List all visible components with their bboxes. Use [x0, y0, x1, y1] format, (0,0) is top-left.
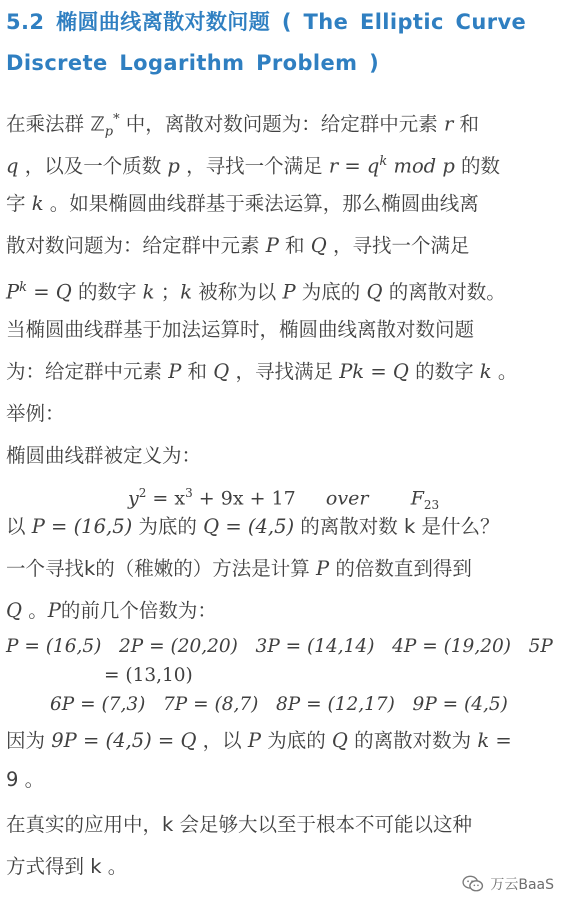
- watermark: [462, 874, 554, 894]
- paragraph-line-16: 9 。: [6, 768, 45, 791]
- paragraph-line-6: 当椭圆曲线群基于加法运算时，椭圆曲线离散对数问题: [6, 318, 475, 341]
- paragraph-line-1: 在乘法群 ℤ$_p$* 中，离散对数问题为：给定群中元素 r 和: [6, 112, 480, 140]
- paragraph-line-4: 散对数问题为：给定群中元素 P 和 Q ，寻找一个满足: [6, 234, 470, 257]
- curve-equation: $y^2 = x^3 + 9x + 17$ over $F_{23}$: [128, 486, 440, 513]
- paragraph-line-17: 在真实的应用中，k 会足够大以至于根本不可能以这种: [6, 813, 472, 836]
- paragraph-line-12: Q 。P的前几个倍数为：: [6, 599, 217, 622]
- section-heading: [6, 2, 562, 84]
- paragraph-line-5: $P^k = Q$ 的数字 k ；k 被称为以 P 为底的 Q 的离散对数。: [6, 280, 506, 304]
- multiples-row-1-wrap: = (13,10): [104, 665, 193, 686]
- paragraph-line-8: 举例：: [6, 402, 65, 425]
- watermark-label: 万云BaaS: [490, 877, 554, 893]
- heading-line-1: 5.2 椭圆曲线离散对数问题 ( The Elliptic Curve: [6, 10, 527, 34]
- multiples-row-1: P = (16,5) 2P = (20,20) 3P = (14,14) 4P = (19,20) 5P: [6, 636, 553, 657]
- paragraph-line-18: 方式得到 k 。: [6, 855, 128, 878]
- paragraph-line-3: 字 k 。如果椭圆曲线群基于乘法运算，那么椭圆曲线离: [6, 192, 479, 215]
- paragraph-line-10: 以 P = (16,5) 为底的 Q = (4,5) 的离散对数 k 是什么？: [6, 515, 500, 538]
- paragraph-line-15: 因为 9P = (4,5) = Q ，以 P 为底的 Q 的离散对数为 k =: [6, 729, 512, 752]
- paragraph-line-9: 椭圆曲线群被定义为：: [6, 444, 202, 467]
- heading-line-2: Discrete Logarithm Problem ): [6, 51, 380, 75]
- paragraph-line-11: 一个寻找k的（稚嫩的）方法是计算 P 的倍数直到得到: [6, 557, 472, 580]
- wechat-icon: [462, 875, 484, 893]
- paragraph-line-7: 为：给定群中元素 P 和 Q ，寻找满足 Pk = Q 的数字 k 。: [6, 360, 518, 383]
- multiples-row-2: 6P = (7,3) 7P = (8,7) 8P = (12,17) 9P = (4,5): [50, 694, 508, 715]
- paragraph-line-2: q ，以及一个质数 p ，寻找一个满足 $r = q^k$ mod p 的数: [6, 154, 501, 178]
